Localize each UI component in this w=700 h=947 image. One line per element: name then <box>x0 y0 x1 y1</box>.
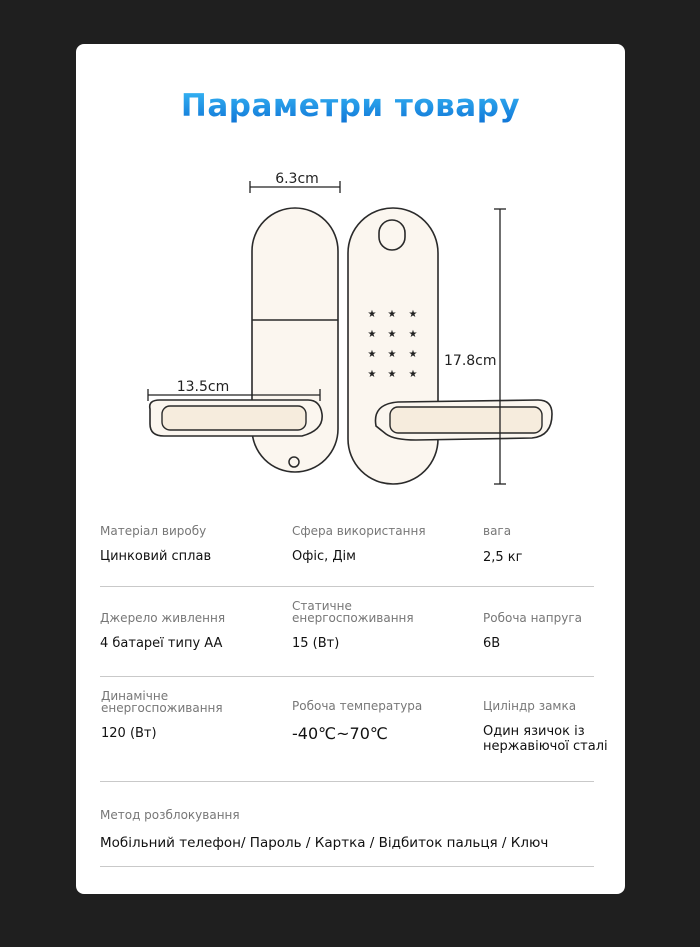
spec-value: 15 (Вт) <box>292 636 340 651</box>
divider <box>100 866 594 867</box>
spec-value: Один язичок із нержавіючої сталі <box>483 724 608 754</box>
spec-weight <box>483 525 613 565</box>
svg-text:★: ★ <box>408 309 418 320</box>
svg-text:★: ★ <box>387 349 397 360</box>
spec-unlock-method <box>100 809 600 851</box>
spec-label: Динамічне енергоспоживання <box>101 689 223 715</box>
spec-usage <box>292 525 462 564</box>
spec-static-power <box>292 600 442 651</box>
spec-value: 6В <box>483 636 501 651</box>
svg-text:★: ★ <box>387 329 397 340</box>
svg-text:★: ★ <box>367 369 377 380</box>
spec-material <box>100 525 270 564</box>
height-label: 17.8cm <box>444 353 497 369</box>
spec-label: вага <box>483 524 512 538</box>
svg-text:★: ★ <box>367 349 377 360</box>
product-card <box>76 44 625 894</box>
lock-back-view <box>150 208 338 472</box>
spec-value: 120 (Вт) <box>101 726 157 741</box>
spec-value: Офіс, Дім <box>292 549 356 564</box>
spec-voltage <box>483 612 613 651</box>
svg-text:★: ★ <box>367 309 377 320</box>
spec-label: Метод розблокування <box>100 808 240 822</box>
lock-front-view <box>348 208 552 484</box>
spec-temperature <box>292 700 462 741</box>
svg-text:★: ★ <box>408 369 418 380</box>
spec-cylinder <box>483 700 618 754</box>
width-dimension <box>250 171 340 193</box>
svg-text:★: ★ <box>387 369 397 380</box>
spec-label: Робоча температура <box>292 699 423 713</box>
spec-label: Джерело живлення <box>100 611 226 625</box>
svg-text:★: ★ <box>408 329 418 340</box>
spec-value: -40℃~70℃ <box>292 724 388 743</box>
spec-label: Матеріал виробу <box>100 524 207 538</box>
length-label: 13.5cm <box>176 379 230 395</box>
svg-text:★: ★ <box>408 349 418 360</box>
spec-value: Цинковий сплав <box>100 549 212 564</box>
spec-dynamic-power <box>101 690 251 741</box>
lock-drawing <box>76 164 625 494</box>
spec-label: Робоча напруга <box>483 611 582 625</box>
spec-value: Мобільний телефон/ Пароль / Картка / Відбиток пальця / Ключ <box>100 835 549 851</box>
spec-value: 4 батареї типу AA <box>100 636 223 651</box>
spec-label: Статичне енергоспоживання <box>292 599 414 625</box>
divider <box>100 676 594 677</box>
svg-text:★: ★ <box>367 329 377 340</box>
divider <box>100 586 594 587</box>
spec-label: Сфера використання <box>292 524 426 538</box>
spec-value: 2,5 кг <box>483 550 523 565</box>
width-label: 6.3cm <box>275 171 319 187</box>
svg-text:★: ★ <box>387 309 397 320</box>
page-title: Параметри товару <box>76 88 625 124</box>
height-dimension <box>444 209 506 484</box>
spec-power-source <box>100 612 270 651</box>
divider <box>100 781 594 782</box>
spec-label: Циліндр замка <box>483 699 577 713</box>
